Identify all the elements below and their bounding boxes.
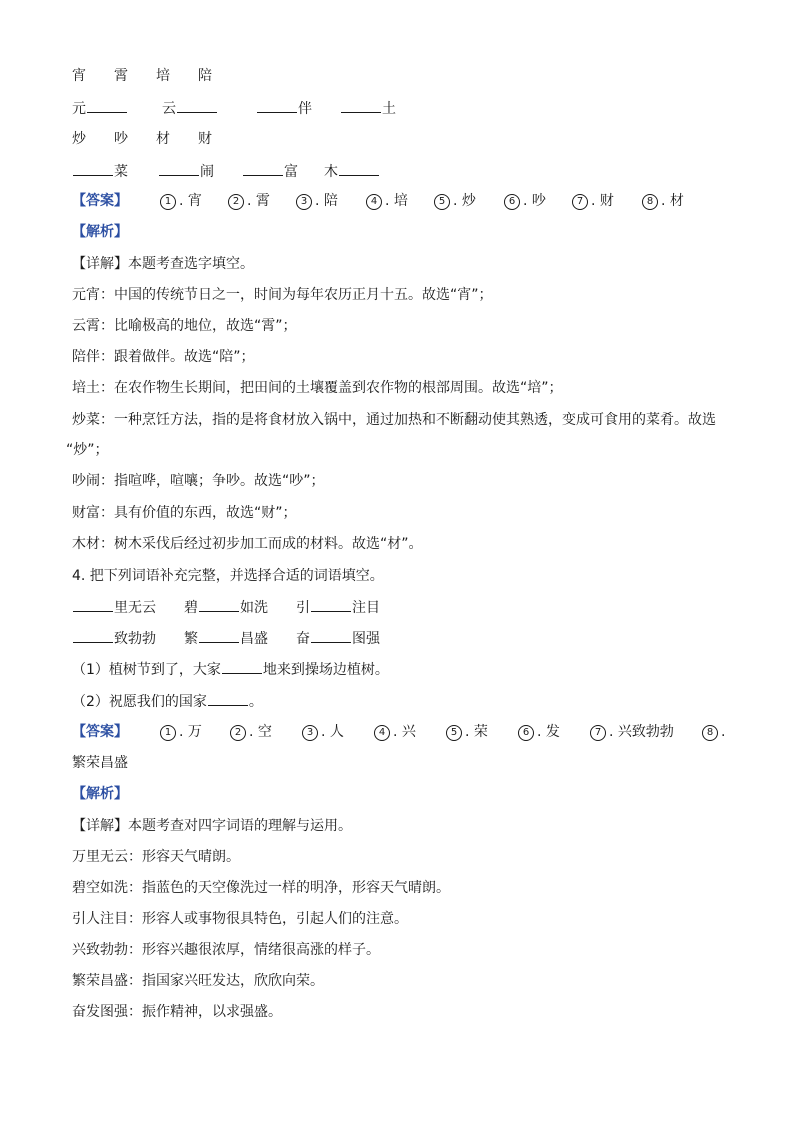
char: 霄: [114, 68, 128, 84]
answer-label: 【答案】: [72, 724, 128, 740]
answer-item: 6 . 吵: [504, 191, 546, 211]
char: 宵: [72, 68, 86, 84]
analysis-line: 培土：在农作物生长期间，把田间的土壤覆盖到农作物的根部周围。故选“培”；: [72, 380, 563, 396]
analysis-line: 兴致勃勃：形容兴趣很浓厚，情绪很高涨的样子。: [72, 942, 380, 958]
analysis-line: 吵闹：指喧哗，喧嚷；争吵。故选“吵”；: [72, 473, 325, 489]
answer-item: 3 . 陪: [296, 191, 338, 211]
sub-question-2: （2）祝愿我们的国家 。: [72, 691, 263, 712]
answer-item: 4 . 培: [366, 191, 408, 211]
idiom-blank: 致勃勃: [72, 628, 156, 649]
word-blank: 土: [340, 98, 396, 119]
answer-continuation: 繁荣昌盛: [72, 755, 128, 771]
char: 炒: [72, 131, 86, 147]
analysis-line: 陪伴：跟着做伴。故选“陪”；: [72, 349, 255, 365]
answer-item: 4 . 兴: [374, 722, 416, 742]
analysis-line: “炒”；: [66, 442, 109, 458]
word-blank: 元: [72, 98, 128, 119]
analysis-line: 财富：具有价值的东西，故选“财”；: [72, 505, 297, 521]
answer-item: 2 . 空: [230, 722, 272, 742]
analysis-line: 炒菜：一种烹饪方法，指的是将食材放入锅中，通过加热和不断翻动使其熟透，变成可食用的菜肴。故选: [72, 412, 716, 428]
word-blank: 伴: [256, 98, 312, 119]
word-blank: 木: [324, 161, 380, 182]
answer-item: 3 . 人: [302, 722, 344, 742]
char: 吵: [114, 131, 128, 147]
answer-item: 1 . 宵: [160, 191, 202, 211]
char: 材: [156, 131, 170, 147]
analysis-line: 奋发图强：振作精神，以求强盛。: [72, 1004, 282, 1020]
analysis-line: 木材：树木采伐后经过初步加工而成的材料。故选“材”。: [72, 536, 423, 552]
analysis-line: 云霄：比喻极高的地位，故选“霄”；: [72, 318, 297, 334]
word-blank: 菜: [72, 161, 128, 182]
answer-item: 5 . 炒: [434, 191, 476, 211]
answer-item: 8 . 材: [642, 191, 684, 211]
answer-item: 5 . 荣: [446, 722, 488, 742]
char: 陪: [198, 68, 212, 84]
answer-label: 【答案】: [72, 193, 128, 209]
idiom-blank: 碧 如洗: [184, 597, 268, 618]
idiom-blank: 引 注目: [296, 597, 380, 618]
idiom-blank: 繁 昌盛: [184, 628, 268, 649]
answer-item: 1 . 万: [160, 722, 202, 742]
word-blank: 闹: [158, 161, 214, 182]
answer-item: 2 . 霄: [228, 191, 270, 211]
analysis-line: 碧空如洗：指蓝色的天空像洗过一样的明净，形容天气晴朗。: [72, 880, 450, 896]
analysis-label: 【解析】: [72, 224, 128, 240]
question-title: 4. 把下列词语补充完整，并选择合适的词语填空。: [72, 568, 384, 584]
analysis-line: 元宵：中国的传统节日之一，时间为每年农历正月十五。故选“宵”；: [72, 287, 493, 303]
idiom-blank: 里无云: [72, 597, 156, 618]
answer-item: 8 .: [702, 722, 725, 742]
word-blank: 云: [162, 98, 218, 119]
idiom-blank: 奋 图强: [296, 628, 380, 649]
analysis-line: 繁荣昌盛：指国家兴旺发达，欣欣向荣。: [72, 973, 324, 989]
answer-item: 6 . 发: [518, 722, 560, 742]
detail-line: 【详解】本题考查选字填空。: [72, 256, 254, 272]
answer-item: 7 . 财: [572, 191, 614, 211]
analysis-line: 万里无云：形容天气晴朗。: [72, 849, 240, 865]
char: 培: [156, 68, 170, 84]
sub-question-1: （1）植树节到了，大家 地来到操场边植树。: [72, 659, 389, 680]
answer-item: 7 . 兴致勃勃: [590, 722, 674, 742]
analysis-label: 【解析】: [72, 786, 128, 802]
char: 财: [198, 131, 212, 147]
word-blank: 富: [242, 161, 298, 182]
detail-line: 【详解】本题考查对四字词语的理解与运用。: [72, 818, 352, 834]
analysis-line: 引人注目：形容人或事物很具特色，引起人们的注意。: [72, 911, 408, 927]
